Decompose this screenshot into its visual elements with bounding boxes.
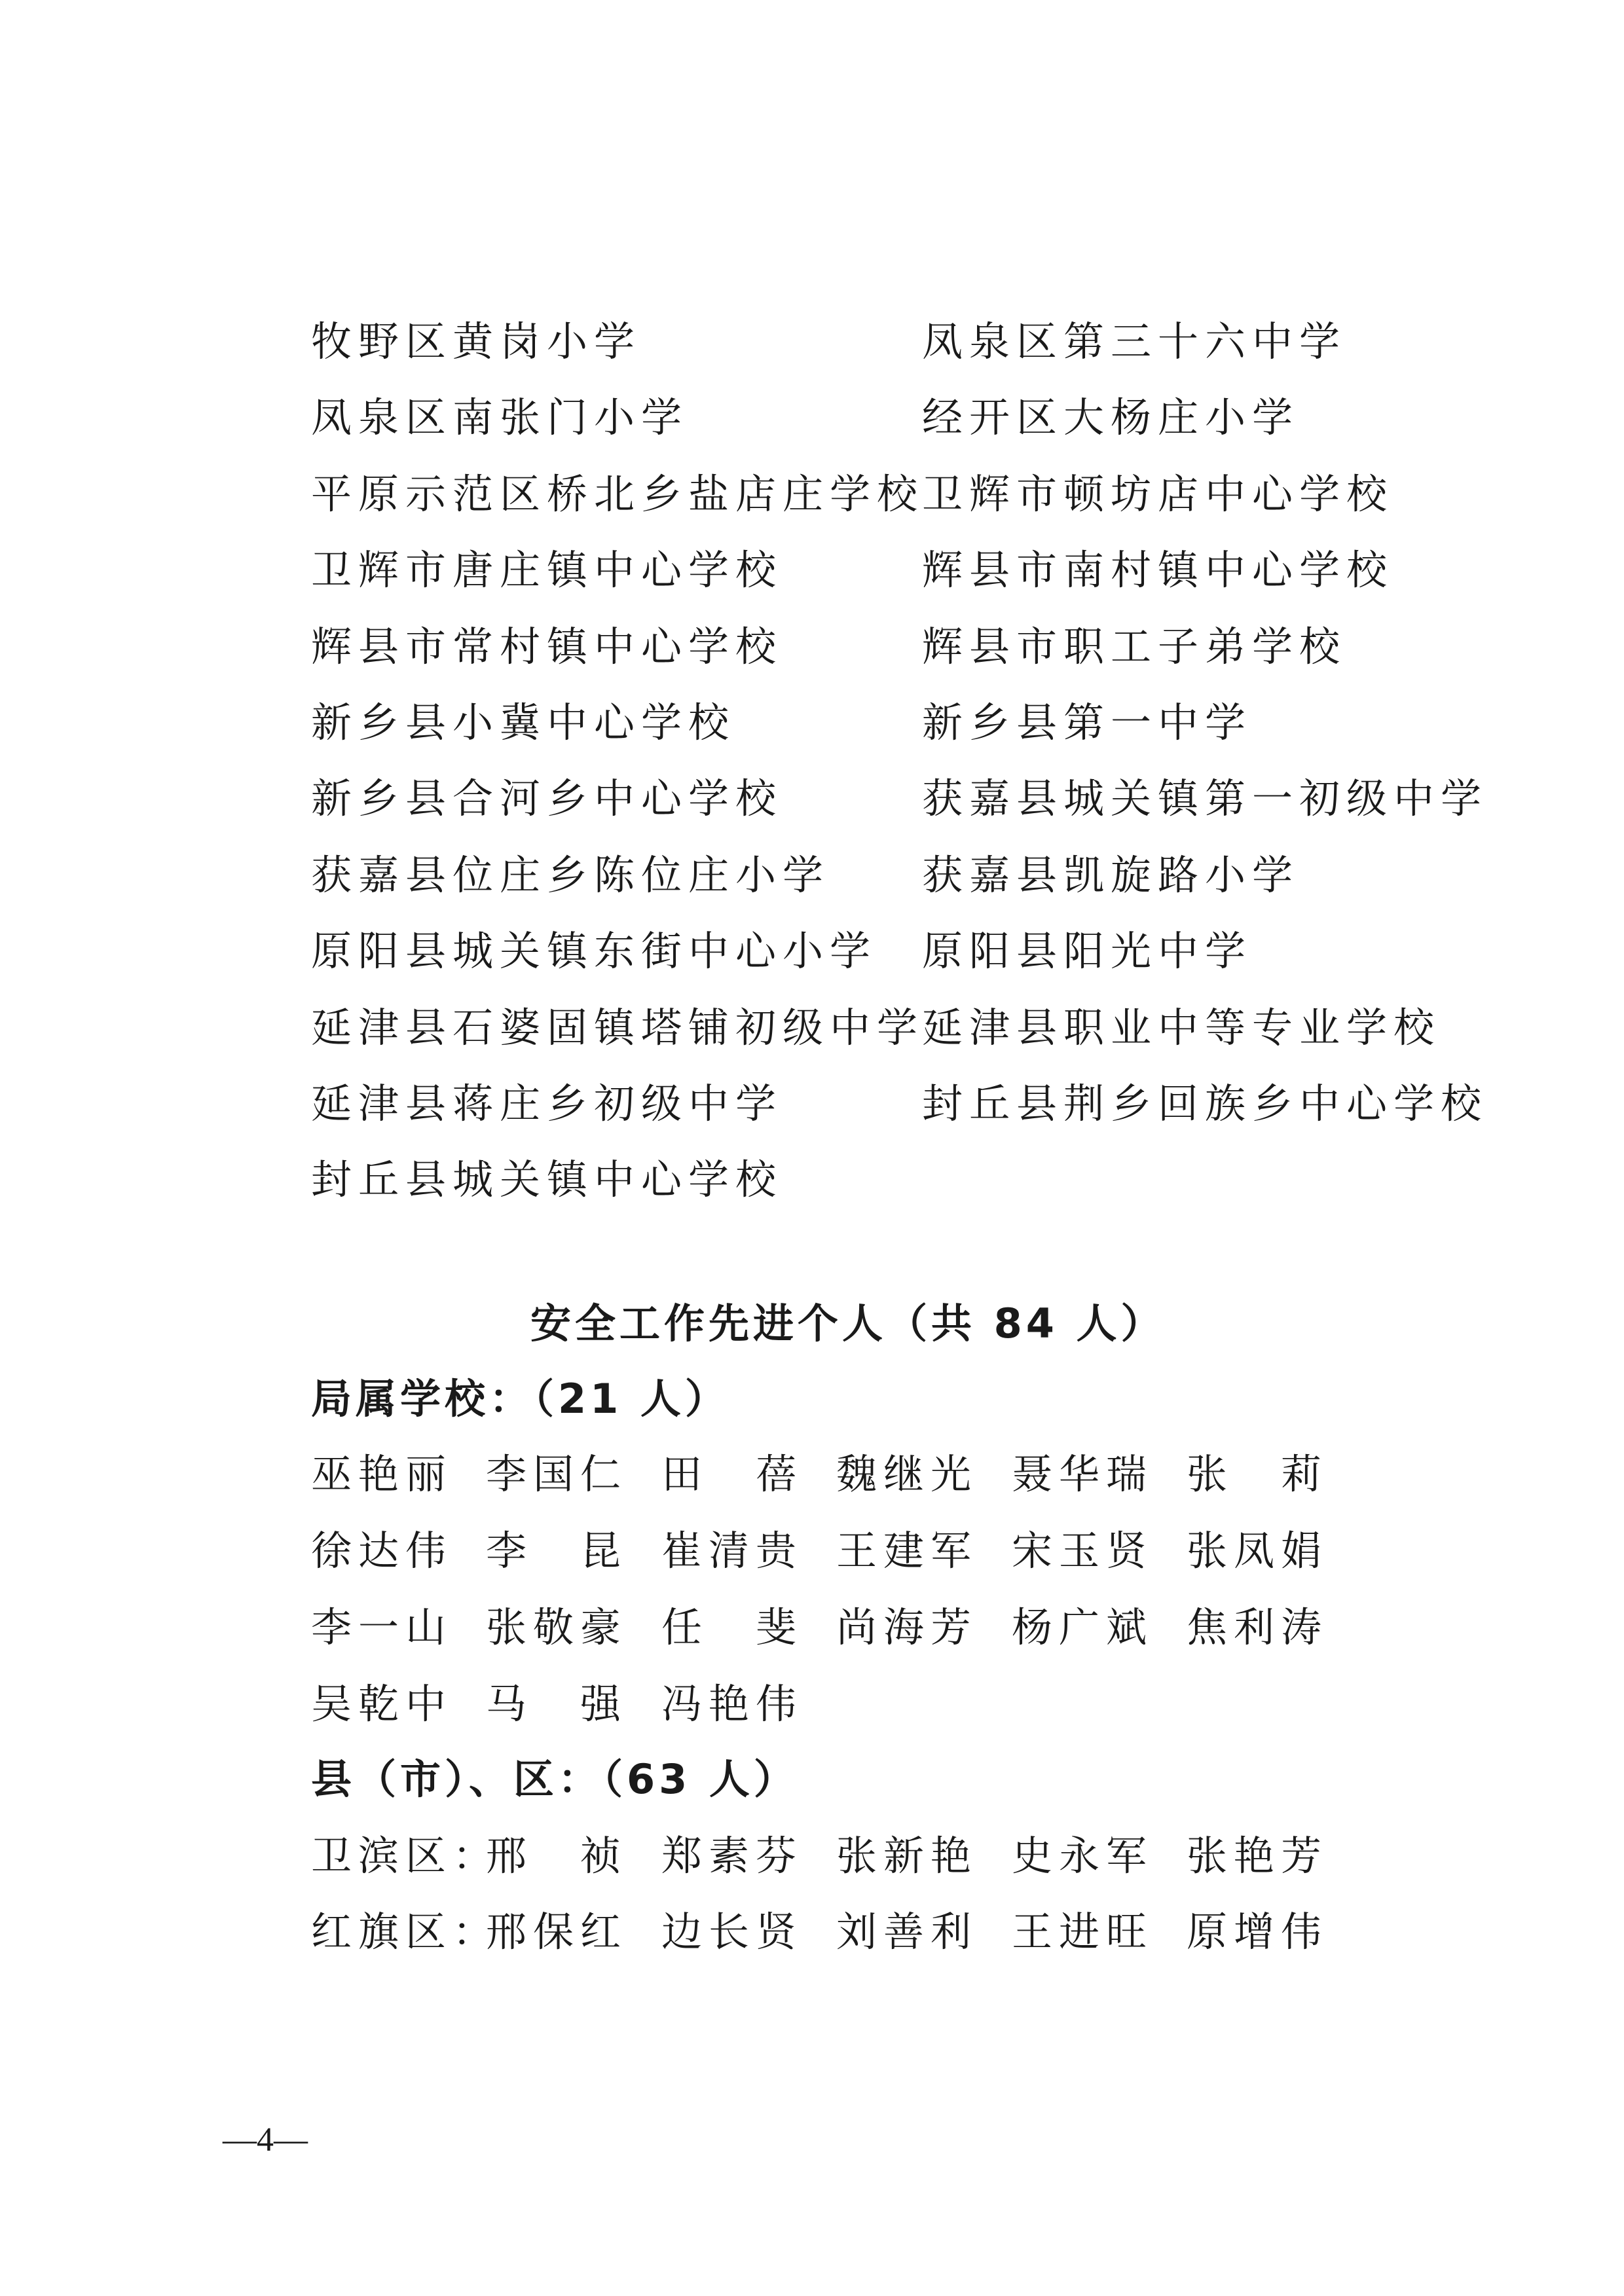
page-number: —4— bbox=[223, 2121, 308, 2159]
school-name: 封丘县城关镇中心学校 bbox=[311, 1156, 783, 1203]
person-name: 张 莉 bbox=[1187, 1450, 1329, 1498]
school-name: 获嘉县位庄乡陈位庄小学 bbox=[311, 851, 830, 899]
person-name: 宋玉贤 bbox=[1012, 1527, 1154, 1575]
person-name: 李国仁 bbox=[486, 1450, 628, 1498]
school-name: 获嘉县城关镇第一初级中学 bbox=[922, 774, 1488, 822]
school-name: 延津县职业中等专业学校 bbox=[922, 1004, 1441, 1051]
school-name: 卫辉市顿坊店中心学校 bbox=[922, 470, 1394, 518]
person-name: 张艳芳 bbox=[1187, 1832, 1329, 1880]
school-name: 辉县市常村镇中心学校 bbox=[311, 623, 783, 670]
person-name: 郑素芬 bbox=[661, 1832, 803, 1880]
school-name: 牧野区黄岗小学 bbox=[311, 318, 642, 365]
person-name: 邢保红 bbox=[486, 1908, 628, 1956]
person-name: 任 斐 bbox=[661, 1603, 803, 1651]
person-name: 魏继光 bbox=[836, 1450, 978, 1498]
person-name: 冯艳伟 bbox=[661, 1680, 803, 1728]
person-name: 邢 祯 bbox=[486, 1832, 628, 1880]
person-name: 史永军 bbox=[1012, 1832, 1154, 1880]
person-name: 原增伟 bbox=[1187, 1908, 1329, 1956]
school-name: 原阳县阳光中学 bbox=[922, 927, 1253, 975]
person-name: 杨广斌 bbox=[1012, 1603, 1154, 1651]
school-name: 获嘉县凯旋路小学 bbox=[922, 851, 1300, 899]
person-name: 焦利涛 bbox=[1187, 1603, 1329, 1651]
person-name: 刘善利 bbox=[836, 1908, 978, 1956]
person-name: 聂华瑞 bbox=[1012, 1450, 1154, 1498]
person-name: 李 昆 bbox=[486, 1527, 628, 1575]
district-label: 卫滨区： bbox=[311, 1832, 500, 1880]
district-label: 红旗区： bbox=[311, 1908, 500, 1956]
school-name: 延津县蒋庄乡初级中学 bbox=[311, 1080, 783, 1127]
school-name: 凤泉区第三十六中学 bbox=[922, 318, 1347, 365]
school-name: 卫辉市唐庄镇中心学校 bbox=[311, 546, 783, 594]
person-name: 徐达伟 bbox=[311, 1527, 453, 1575]
school-name: 延津县石婆固镇塔铺初级中学 bbox=[311, 1004, 925, 1051]
person-name: 尚海芳 bbox=[836, 1603, 978, 1651]
school-name: 原阳县城关镇东街中心小学 bbox=[311, 927, 877, 975]
person-name: 吴乾中 bbox=[311, 1680, 453, 1728]
school-name: 平原示范区桥北乡盐店庄学校 bbox=[311, 470, 925, 518]
person-name: 张新艳 bbox=[836, 1832, 978, 1880]
school-name: 新乡县合河乡中心学校 bbox=[311, 774, 783, 822]
school-name: 封丘县荆乡回族乡中心学校 bbox=[922, 1080, 1488, 1127]
person-name: 田 蓓 bbox=[661, 1450, 803, 1498]
person-name: 李一山 bbox=[311, 1603, 453, 1651]
county-district-header: 县（市）、区：（63 人） bbox=[311, 1755, 798, 1803]
bureau-schools-header: 局属学校：（21 人） bbox=[311, 1375, 729, 1423]
school-name: 新乡县第一中学 bbox=[922, 699, 1253, 746]
person-name: 崔清贵 bbox=[661, 1527, 803, 1575]
person-name: 张凤娟 bbox=[1187, 1527, 1329, 1575]
individuals-section-title: 安全工作先进个人（共 84 人） bbox=[530, 1300, 1166, 1347]
person-name: 巫艳丽 bbox=[311, 1450, 453, 1498]
person-name: 王进旺 bbox=[1012, 1908, 1154, 1956]
school-name: 新乡县小冀中心学校 bbox=[311, 699, 736, 746]
school-name: 凤泉区南张门小学 bbox=[311, 393, 689, 441]
school-name: 辉县市职工子弟学校 bbox=[922, 623, 1347, 670]
person-name: 王建军 bbox=[836, 1527, 978, 1575]
person-name: 张敬豪 bbox=[486, 1603, 628, 1651]
person-name: 马 强 bbox=[486, 1680, 628, 1728]
school-name: 辉县市南村镇中心学校 bbox=[922, 546, 1394, 594]
person-name: 边长贤 bbox=[661, 1908, 803, 1956]
school-name: 经开区大杨庄小学 bbox=[922, 393, 1300, 441]
